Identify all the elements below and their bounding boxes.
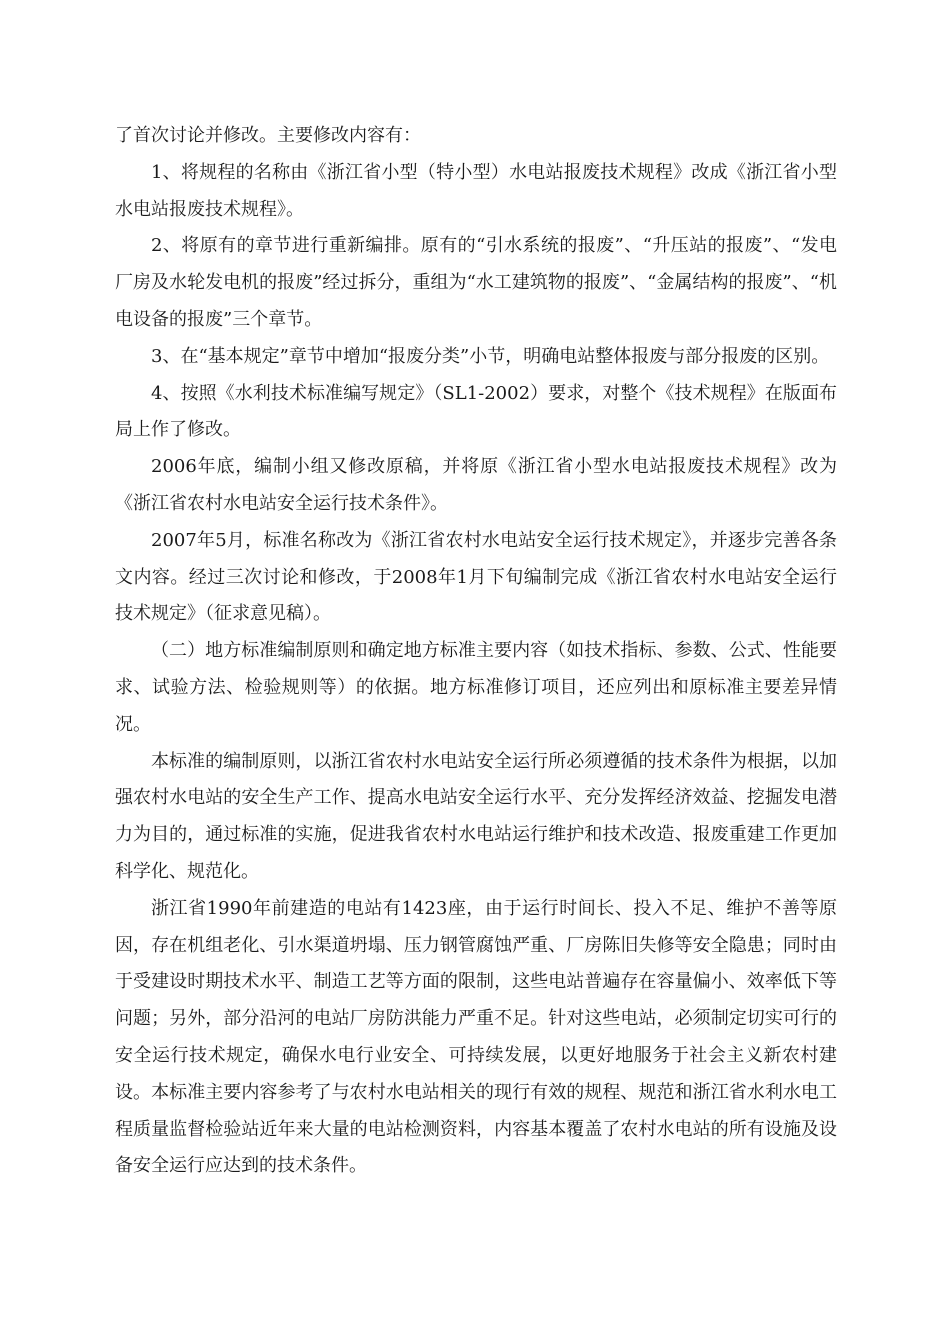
paragraph-background: 浙江省1990年前建造的电站有1423座，由于运行时间长、投入不足、维护不善等原因，存在机组老化、引水渠道坍塌、压力钢管腐蚀严重、厂房陈旧失修等安全隐患；同时由于受建设时期技术水平、制造工艺等方面的限制，这些电站普遍存在容量偏小、效率低下等问题；另外，部分沿河的电站厂房防洪能力严重不足。针对这些电站，必须制定切实可行的安全运行技术规定，确保水电行业安全、可持续发展，以更好地服务于社会主义新农村建设。本标准主要内容参考了与农村水电站相关的现行有效的规程、规范和浙江省水利水电工程质量监督检验站近年来大量的电站检测资料，内容基本覆盖了农村水电站的所有设施及设备安全运行应达到的技术条件。	[115, 897, 837, 1177]
paragraph-2006: 2006年底，编制小组又修改原稿，并将原《浙江省小型水电站报废技术规程》改为《浙江省农村水电站安全运行技术条件》。	[115, 456, 837, 514]
paragraph-principles: 本标准的编制原则，以浙江省农村水电站安全运行所必须遵循的技术条件为根据，以加强农村水电站的安全生产工作、提高水电站安全运行水平、充分发挥经济效益、挖掘发电潜力为目的，通过标准的实施，促进我省农村水电站运行维护和技术改造、报废重建工作更加科学化、规范化。	[115, 750, 837, 882]
paragraph-item-4: 4、按照《水利技术标准编写规定》（SL1-2002）要求，对整个《技术规程》在版面布局上作了修改。	[115, 382, 837, 441]
section-heading-2: （二）地方标准编制原则和确定地方标准主要内容（如技术指标、参数、公式、性能要求、试验方法、检验规则等）的依据。地方标准修订项目，还应列出和原标准主要差异情况。	[115, 640, 837, 735]
paragraph-continuation: 了首次讨论并修改。主要修改内容有：	[115, 125, 421, 146]
paragraph-item-2: 2、将原有的章节进行重新编排。原有的“引水系统的报废”、“升压站的报废”、“发电厂房及水轮发电机的报废”经过拆分，重组为“水工建筑物的报废”、“金属结构的报废”、“机电设备的报废”三个章节。	[115, 235, 837, 330]
paragraph-2007: 2007年5月，标准名称改为《浙江省农村水电站安全运行技术规定》，并逐步完善各条文内容。经过三次讨论和修改，于2008年1月下旬编制完成《浙江省农村水电站安全运行技术规定》（征求意见稿）。	[115, 529, 837, 625]
paragraph-item-3: 3、在“基本规定”章节中增加“报废分类”小节，明确电站整体报废与部分报废的区别。	[151, 345, 830, 367]
paragraph-item-1: 1、将规程的名称由《浙江省小型（特小型）水电站报废技术规程》改成《浙江省小型水电站报废技术规程》。	[115, 161, 837, 220]
document-body	[115, 118, 837, 1185]
